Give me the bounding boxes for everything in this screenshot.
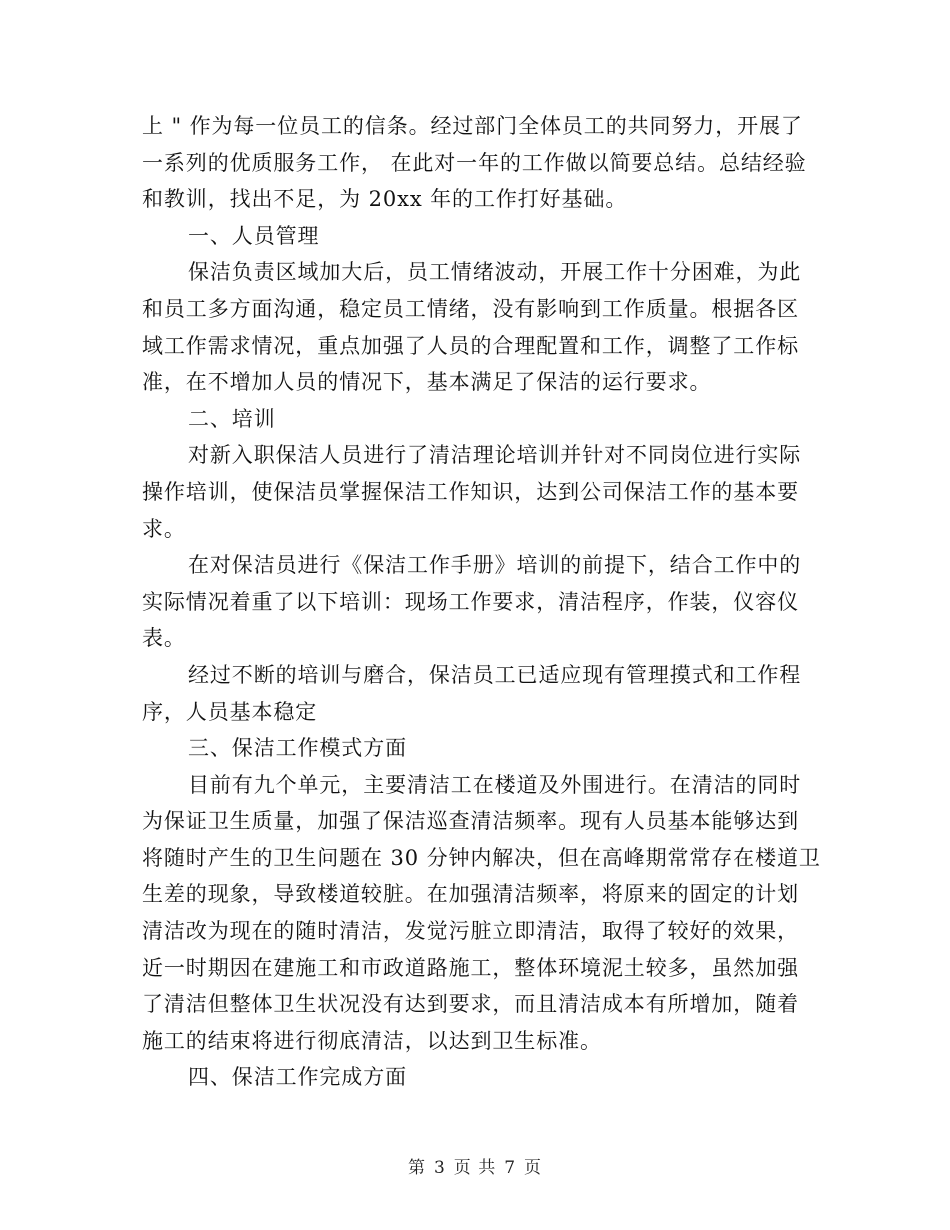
text-line: 三、保洁工作模式方面 bbox=[188, 736, 407, 761]
text-line: 将随时产生的卫生问题在 30 分钟内解决，但在高峰期常常存在楼道卫 bbox=[142, 845, 821, 870]
text-line: 和教训，找出不足，为 20xx 年的工作打好基础。 bbox=[142, 187, 628, 212]
text-line: 清洁改为现在的随时清洁，发觉污脏立即清洁，取得了较好的效果， bbox=[142, 919, 799, 944]
text-line: 近一时期因在建施工和市政道路施工，整体环境泥土较多，虽然加强 bbox=[142, 955, 799, 980]
text-line: 对新入职保洁人员进行了清洁理论培训并针对不同岗位进行实际 bbox=[188, 443, 802, 468]
footer-middle: 页 共 bbox=[453, 1158, 497, 1178]
text-line: 表。 bbox=[142, 626, 186, 651]
document-body bbox=[142, 108, 821, 1096]
text-line: 实际情况着重了以下培训：现场工作要求，清洁程序，作装，仪容仪 bbox=[142, 589, 799, 614]
text-line: 四、保洁工作完成方面 bbox=[188, 1065, 407, 1090]
text-line: 和员工多方面沟通，稳定员工情绪，没有影响到工作质量。根据各区 bbox=[142, 296, 799, 321]
text-line: 保洁负责区域加大后，员工情绪波动，开展工作十分困难，为此 bbox=[188, 260, 802, 285]
footer-suffix: 页 bbox=[524, 1158, 543, 1178]
text-line: 序，人员基本稳定 bbox=[142, 699, 318, 724]
text-line: 在对保洁员进行《保洁工作手册》培训的前提下，结合工作中的 bbox=[188, 553, 802, 578]
text-line: 施工的结束将进行彻底清洁，以达到卫生标准。 bbox=[142, 1028, 602, 1053]
text-line: 求。 bbox=[142, 516, 186, 541]
text-line: 操作培训，使保洁员掌握保洁工作知识，达到公司保洁工作的基本要 bbox=[142, 479, 799, 504]
text-line: 了清洁但整体卫生状况没有达到要求，而且清洁成本有所增加，随着 bbox=[142, 992, 799, 1017]
text-line: 生差的现象，导致楼道较脏。在加强清洁频率，将原来的固定的计划 bbox=[142, 882, 799, 907]
text-line: 经过不断的培训与磨合，保洁员工已适应现有管理摸式和工作程 bbox=[188, 662, 802, 687]
text-line: 目前有九个单元，主要清洁工在楼道及外围进行。在清洁的同时 bbox=[188, 772, 802, 797]
text-line: 一系列的优质服务工作， 在此对一年的工作做以简要总结。总结经验 bbox=[142, 150, 807, 175]
text-line: 域工作需求情况，重点加强了人员的合理配置和工作，调整了工作标 bbox=[142, 333, 799, 358]
text-line: 二、培训 bbox=[188, 406, 276, 431]
page-footer bbox=[0, 1153, 950, 1178]
text-line: 为保证卫生质量，加强了保洁巡查清洁频率。现有人员基本能够达到 bbox=[142, 809, 799, 834]
text-line: 准，在不增加人员的情况下，基本满足了保洁的运行要求。 bbox=[142, 370, 712, 395]
footer-total-pages: 7 bbox=[504, 1158, 517, 1178]
text-line: 上 " 作为每一位员工的信条。经过部门全体员工的共同努力，开展了 bbox=[142, 114, 803, 138]
footer-prefix: 第 bbox=[407, 1158, 426, 1178]
text-line: 一、人员管理 bbox=[188, 223, 320, 248]
footer-page-number: 3 bbox=[433, 1158, 446, 1178]
